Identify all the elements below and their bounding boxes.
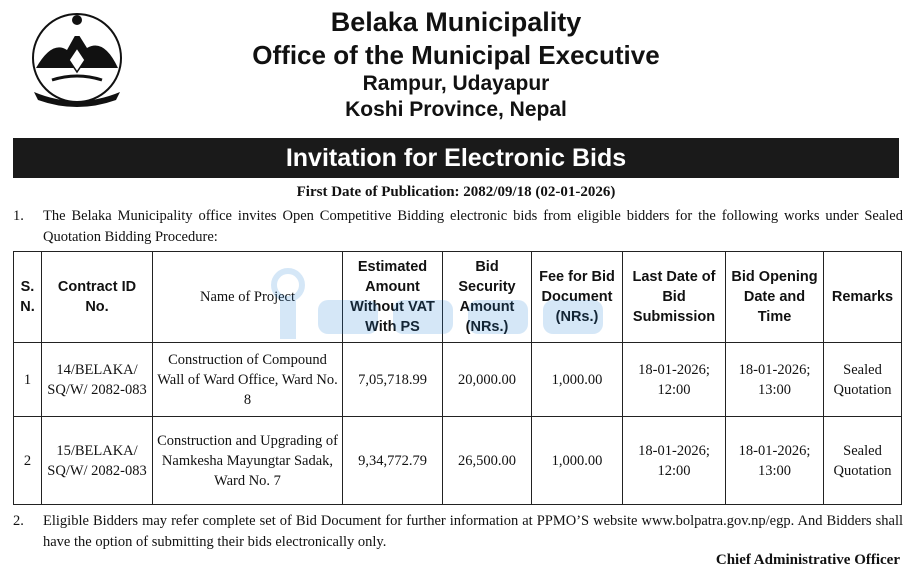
municipality-name: Belaka Municipality	[330, 7, 582, 37]
paragraph-bid-document	[13, 511, 903, 553]
cell-contract-id: 15/BELAKA/ SQ/W/ 2082-083	[42, 417, 153, 505]
cell-opening-date: 18-01-2026; 13:00	[726, 417, 824, 505]
notice-title-banner: Invitation for Electronic Bids	[13, 138, 899, 178]
cell-document-fee: 1,000.00	[532, 417, 623, 505]
header-bid-security: Bid Security Amount (NRs.)	[443, 252, 532, 343]
paragraph-invitation	[13, 206, 903, 248]
table-header-row	[14, 252, 902, 343]
cell-last-date: 18-01-2026; 12:00	[623, 343, 726, 417]
cell-last-date: 18-01-2026; 12:00	[623, 417, 726, 505]
cell-sn: 2	[14, 417, 42, 505]
office-province: Koshi Province, Nepal	[345, 98, 567, 121]
header-project-name: Name of Project	[153, 252, 343, 343]
publication-date: First Date of Publication: 2082/09/18 (02-01-2026)	[296, 184, 616, 200]
header-last-date: Last Date of Bid Submission	[623, 252, 726, 343]
header-contract-id: Contract ID No.	[42, 252, 153, 343]
header-document-fee: Fee for Bid Document (NRs.)	[532, 252, 623, 343]
cell-bid-security: 20,000.00	[443, 343, 532, 417]
cell-estimated-amount: 7,05,718.99	[343, 343, 443, 417]
header-estimated-amount: Estimated Amount Without VAT With PS	[343, 252, 443, 343]
cell-project-name: Construction of Compound Wall of Ward Office, Ward No. 8	[153, 343, 343, 417]
bids-table	[13, 251, 901, 505]
paragraph-text: The Belaka Municipality office invites Open Competitive Bidding electronic bids from eligible bidders for the following works under Sealed Quotation Bidding Procedure:	[43, 208, 903, 245]
paragraph-number: 2.	[13, 513, 24, 529]
paragraph-number: 1.	[13, 208, 24, 224]
signature-title: Chief Administrative Officer	[715, 552, 900, 568]
cell-project-name: Construction and Upgrading of Namkesha Mayungtar Sadak, Ward No. 7	[153, 417, 343, 505]
header-remarks: Remarks	[824, 252, 902, 343]
nepal-emblem-icon	[22, 10, 132, 110]
cell-remarks: Sealed Quotation	[824, 343, 902, 417]
paragraph-text: Eligible Bidders may refer complete set of Bid Document for further information at PPMO’S website www.bolpatra.gov.np/egp. And Bidders shall have the option of submitting their bids electronically only.	[43, 513, 903, 550]
table-row	[14, 417, 902, 505]
header-sn: S. N.	[14, 252, 42, 343]
cell-estimated-amount: 9,34,772.79	[343, 417, 443, 505]
cell-contract-id: 14/BELAKA/ SQ/W/ 2082-083	[42, 343, 153, 417]
cell-remarks: Sealed Quotation	[824, 417, 902, 505]
header-opening-date: Bid Opening Date and Time	[726, 252, 824, 343]
office-name: Office of the Municipal Executive	[252, 40, 660, 70]
cell-opening-date: 18-01-2026; 13:00	[726, 343, 824, 417]
cell-document-fee: 1,000.00	[532, 343, 623, 417]
cell-sn: 1	[14, 343, 42, 417]
letterhead	[150, 6, 762, 123]
cell-bid-security: 26,500.00	[443, 417, 532, 505]
office-address: Rampur, Udayapur	[362, 72, 550, 95]
table-row	[14, 343, 902, 417]
